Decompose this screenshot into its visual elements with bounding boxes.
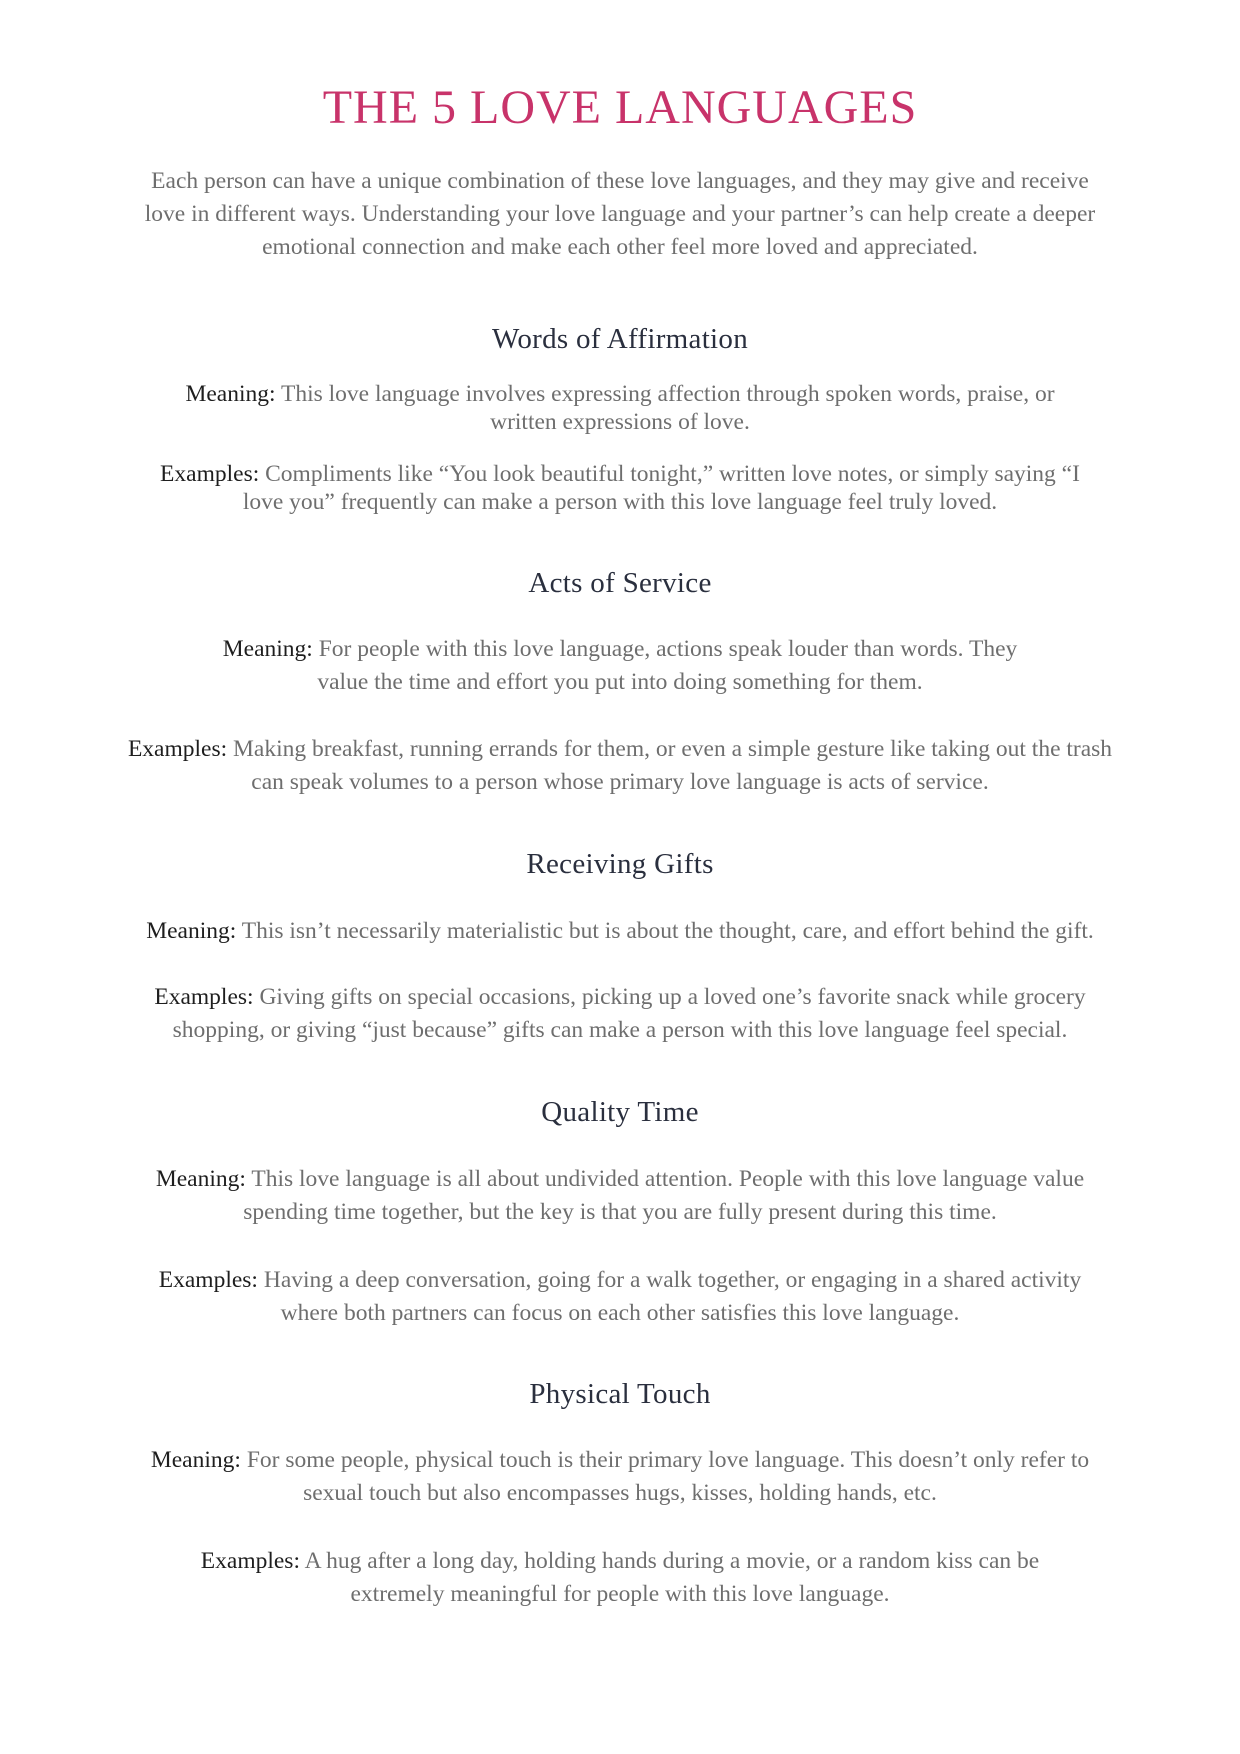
examples-text: Compliments like “You look beautiful tonight,” written love notes, or simply saying “I love you” frequently can make a person with this love language feel truly loved. — [242, 461, 1080, 515]
examples-text: Making breakfast, running errands for them, or even a simple gesture like taking out the trash can speak volumes to a person whose primary love language is acts of service. — [233, 736, 1113, 795]
examples-label: Examples: — [160, 461, 260, 487]
meaning-text: For some people, physical touch is their primary love language. This doesn’t only refer to sexual touch but also encompasses hugs, kisses, holding hands, etc. — [246, 1447, 1090, 1506]
examples-text: Giving gifts on special occasions, picking up a loved one’s favorite snack while grocery shopping, or giving “just because” gifts can make a person with this love language feel special. — [172, 984, 1086, 1043]
meaning-paragraph — [130, 1163, 1110, 1229]
examples-label: Examples: — [127, 736, 228, 762]
meaning-paragraph — [60, 915, 1180, 948]
section-heading-acts-of-service: Acts of Service — [528, 567, 712, 599]
meaning-text: This love language involves expressing affection through spoken words, praise, or written expressions of love. — [280, 381, 1055, 435]
examples-text: Having a deep conversation, going for a walk together, or engaging in a shared activity where both partners can focus on each other satisfies this love language. — [263, 1267, 1082, 1326]
examples-paragraph — [170, 1545, 1070, 1611]
examples-label: Examples: — [154, 984, 254, 1010]
meaning-label: Meaning: — [146, 918, 237, 944]
examples-text: A hug after a long day, holding hands during a movie, or a random kiss can be extremely meaningful for people with this love language. — [304, 1548, 1040, 1607]
section-heading-quality-time: Quality Time — [541, 1096, 699, 1128]
examples-label: Examples: — [200, 1548, 300, 1574]
meaning-label: Meaning: — [155, 1166, 246, 1192]
examples-paragraph — [110, 981, 1130, 1047]
page-title: THE 5 LOVE LANGUAGES — [322, 81, 918, 134]
examples-paragraph — [120, 733, 1120, 799]
examples-label: Examples: — [158, 1267, 258, 1293]
section-heading-physical-touch: Physical Touch — [529, 1378, 711, 1410]
meaning-label: Meaning: — [185, 381, 276, 407]
meaning-text: This isn’t necessarily materialistic but is about the thought, care, and effort behind the gift. — [241, 918, 1094, 944]
meaning-label: Meaning: — [150, 1447, 241, 1473]
examples-paragraph — [150, 460, 1090, 516]
meaning-paragraph — [150, 380, 1090, 436]
section-heading-receiving-gifts: Receiving Gifts — [526, 848, 714, 880]
meaning-paragraph — [150, 1444, 1090, 1510]
meaning-text: For people with this love language, actions speak louder than words. They value the time and effort you put into doing something for them. — [317, 636, 1018, 695]
meaning-paragraph — [200, 633, 1040, 699]
intro-paragraph: Each person can have a unique combination of these love languages, and they may give and receive love in different ways. Understanding your love language and your partner’s can help create a deeper emotional connection and make each other feel more loved and appreciated. — [144, 168, 1096, 260]
meaning-label: Meaning: — [222, 636, 313, 662]
section-heading-words-of-affirmation: Words of Affirmation — [491, 323, 749, 355]
meaning-text: This love language is all about undivided attention. People with this love language value spending time together, but the key is that you are fully present during this time. — [243, 1166, 1085, 1225]
examples-paragraph — [150, 1264, 1090, 1330]
